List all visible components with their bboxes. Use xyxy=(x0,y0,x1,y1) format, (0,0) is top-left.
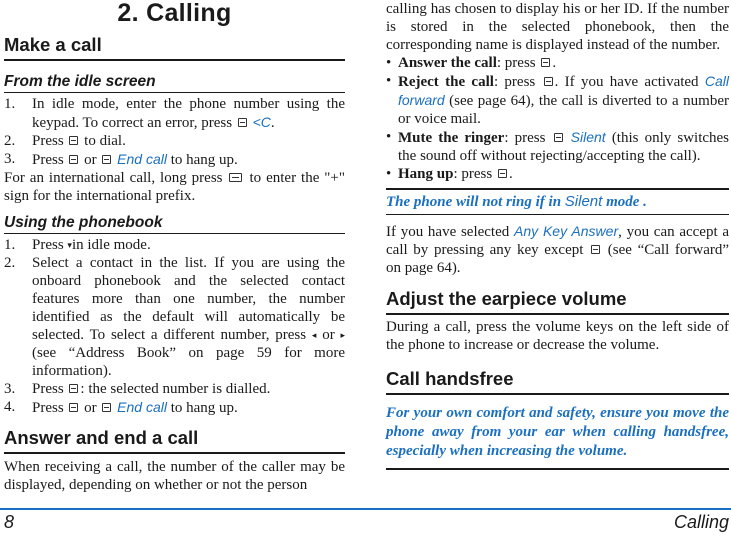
bullet-text-end: (this only switches the sound off without rejecting/accepting the call). xyxy=(398,130,730,164)
bullet: • xyxy=(386,73,392,89)
end-key-icon xyxy=(498,169,507,178)
bullet-text: : press xyxy=(504,130,546,146)
correct-link[interactable]: <C xyxy=(252,114,271,130)
step-text-end: to hang up. xyxy=(170,400,238,416)
step-number: 1. xyxy=(4,237,16,253)
answer-paragraph: When receiving a call, the number of the caller may be displayed, depending on whether or not the person xyxy=(4,459,345,493)
call-key-icon xyxy=(69,384,78,393)
section-heading-make-call: Make a call xyxy=(4,34,345,61)
end-key-icon xyxy=(69,403,78,412)
note-text: The phone will not ring if in xyxy=(386,194,562,210)
softkey-icon xyxy=(102,403,111,412)
list-item xyxy=(4,150,345,169)
end-key-icon xyxy=(69,155,78,164)
page-footer xyxy=(0,508,731,536)
step-text-end: (see “Address Book” on page 59 for more information). xyxy=(32,345,345,379)
list-item xyxy=(4,380,345,398)
left-column xyxy=(4,34,345,494)
bullet-label: Answer the call xyxy=(398,55,497,71)
call-forward-link[interactable]: Call forward xyxy=(398,73,730,108)
bullet-text-mid: . If you have activated xyxy=(554,74,699,90)
step-number: 3. xyxy=(4,381,16,397)
step-text: In idle mode, enter the phone number using the keypad. To correct an error, press xyxy=(32,96,345,131)
subheading-phonebook: Using the phonebook xyxy=(4,214,345,234)
any-key-paragraph xyxy=(386,222,729,277)
intl-paragraph xyxy=(4,169,345,205)
handsfree-note: For your own comfort and safety, ensure you move the phone away from your ear when calling handsfree, especially when increasing the volume. xyxy=(386,404,729,470)
step-or: or xyxy=(84,400,97,416)
section-heading-handsfree: Call handsfree xyxy=(386,368,729,395)
step-text-end: : the selected number is dialled. xyxy=(80,381,271,397)
step-text: Press xyxy=(32,152,64,168)
end-call-link[interactable]: End call xyxy=(117,399,167,415)
bullet-text-end: . xyxy=(552,55,557,71)
call-key-icon xyxy=(541,58,550,67)
continued-paragraph: calling has chosen to display his or her ID. If the number is stored in the selected phonebook, then the corresponding name is displayed instead of the number. xyxy=(386,1,729,53)
any-key-text-mid: , you can accept a call by pressing any key except xyxy=(386,224,729,258)
intl-text: For an international call, long press xyxy=(4,170,223,186)
step-text-end: to hang up. xyxy=(170,152,238,168)
chapter-title: 2. Calling xyxy=(117,0,232,27)
footer-section-title: Calling xyxy=(673,512,729,532)
earpiece-paragraph: During a call, press the volume keys on the left side of the phone to increase or decrease the volume. xyxy=(386,319,729,353)
list-item xyxy=(4,254,345,380)
bullet-text: : press xyxy=(493,74,536,90)
softkey-icon xyxy=(554,133,563,142)
star-key-icon xyxy=(229,173,242,182)
bullet: • xyxy=(386,55,392,71)
step-or: or xyxy=(84,152,97,168)
section-heading-earpiece: Adjust the earpiece volume xyxy=(386,288,729,315)
nav-left-icon: ◂ xyxy=(311,330,317,340)
step-or: or xyxy=(322,327,335,343)
any-key-answer-link[interactable]: Any Key Answer xyxy=(513,223,619,239)
step-text-end: . xyxy=(270,115,275,131)
softkey-icon xyxy=(102,155,111,164)
bullet-text-end: . xyxy=(508,166,513,182)
end-key-icon xyxy=(544,77,553,86)
step-text: Select a contact in the list. If you are using the onboard phonebook and the selected contact features more than one number, the number identified as the default will automatically be selected. To select a different number, press xyxy=(32,255,345,343)
call-key-icon xyxy=(69,136,78,145)
step-text: Press xyxy=(32,133,64,149)
bullet-label: Mute the ringer xyxy=(398,130,505,146)
silent-link[interactable]: Silent xyxy=(570,129,606,145)
step-number: 4. xyxy=(4,399,16,415)
nav-down-icon: ▾ xyxy=(67,240,72,250)
bullet-text: : press xyxy=(496,55,536,71)
nav-right-icon: ▸ xyxy=(340,330,346,340)
list-item xyxy=(4,95,345,132)
step-text-end: to dial. xyxy=(84,133,126,149)
list-item xyxy=(4,132,345,150)
end-key-icon xyxy=(591,245,600,254)
list-item xyxy=(4,398,345,417)
end-call-link[interactable]: End call xyxy=(117,151,167,167)
step-text: Press xyxy=(32,237,64,253)
subheading-idle-screen: From the idle screen xyxy=(4,73,345,93)
bullet-text-end: (see page 64), the call is diverted to a number or voice mail. xyxy=(398,93,729,127)
list-item xyxy=(386,72,729,128)
list-item xyxy=(386,54,729,72)
bullet-label: Reject the call xyxy=(398,74,494,90)
step-number: 1. xyxy=(4,96,16,112)
bullet: • xyxy=(386,129,392,145)
step-number: 2. xyxy=(4,133,16,149)
intl-text-end: to enter the "+" sign for the international prefix. xyxy=(4,170,346,204)
silent-mode-note xyxy=(386,188,729,215)
note-silent-link[interactable]: Silent xyxy=(564,193,603,210)
list-item xyxy=(386,128,729,165)
list-item xyxy=(386,165,729,183)
step-number: 2. xyxy=(4,255,16,271)
any-key-text-end: (see “Call forward” on page 64). xyxy=(386,242,730,276)
step-text-end: in idle mode. xyxy=(71,237,151,253)
list-item xyxy=(4,236,345,254)
step-text: Press xyxy=(32,381,64,397)
page-number: 8 xyxy=(4,512,15,532)
bullet-label: Hang up xyxy=(398,166,454,182)
step-text: Press xyxy=(32,400,64,416)
right-column xyxy=(386,0,729,470)
bullet-text: : press xyxy=(453,166,493,182)
section-heading-answer: Answer and end a call xyxy=(4,427,345,454)
bullet: • xyxy=(386,166,392,182)
any-key-text: If you have selected xyxy=(386,224,510,240)
step-number: 3. xyxy=(4,151,16,167)
softkey-icon xyxy=(238,118,247,127)
note-text-end: mode . xyxy=(606,194,647,210)
